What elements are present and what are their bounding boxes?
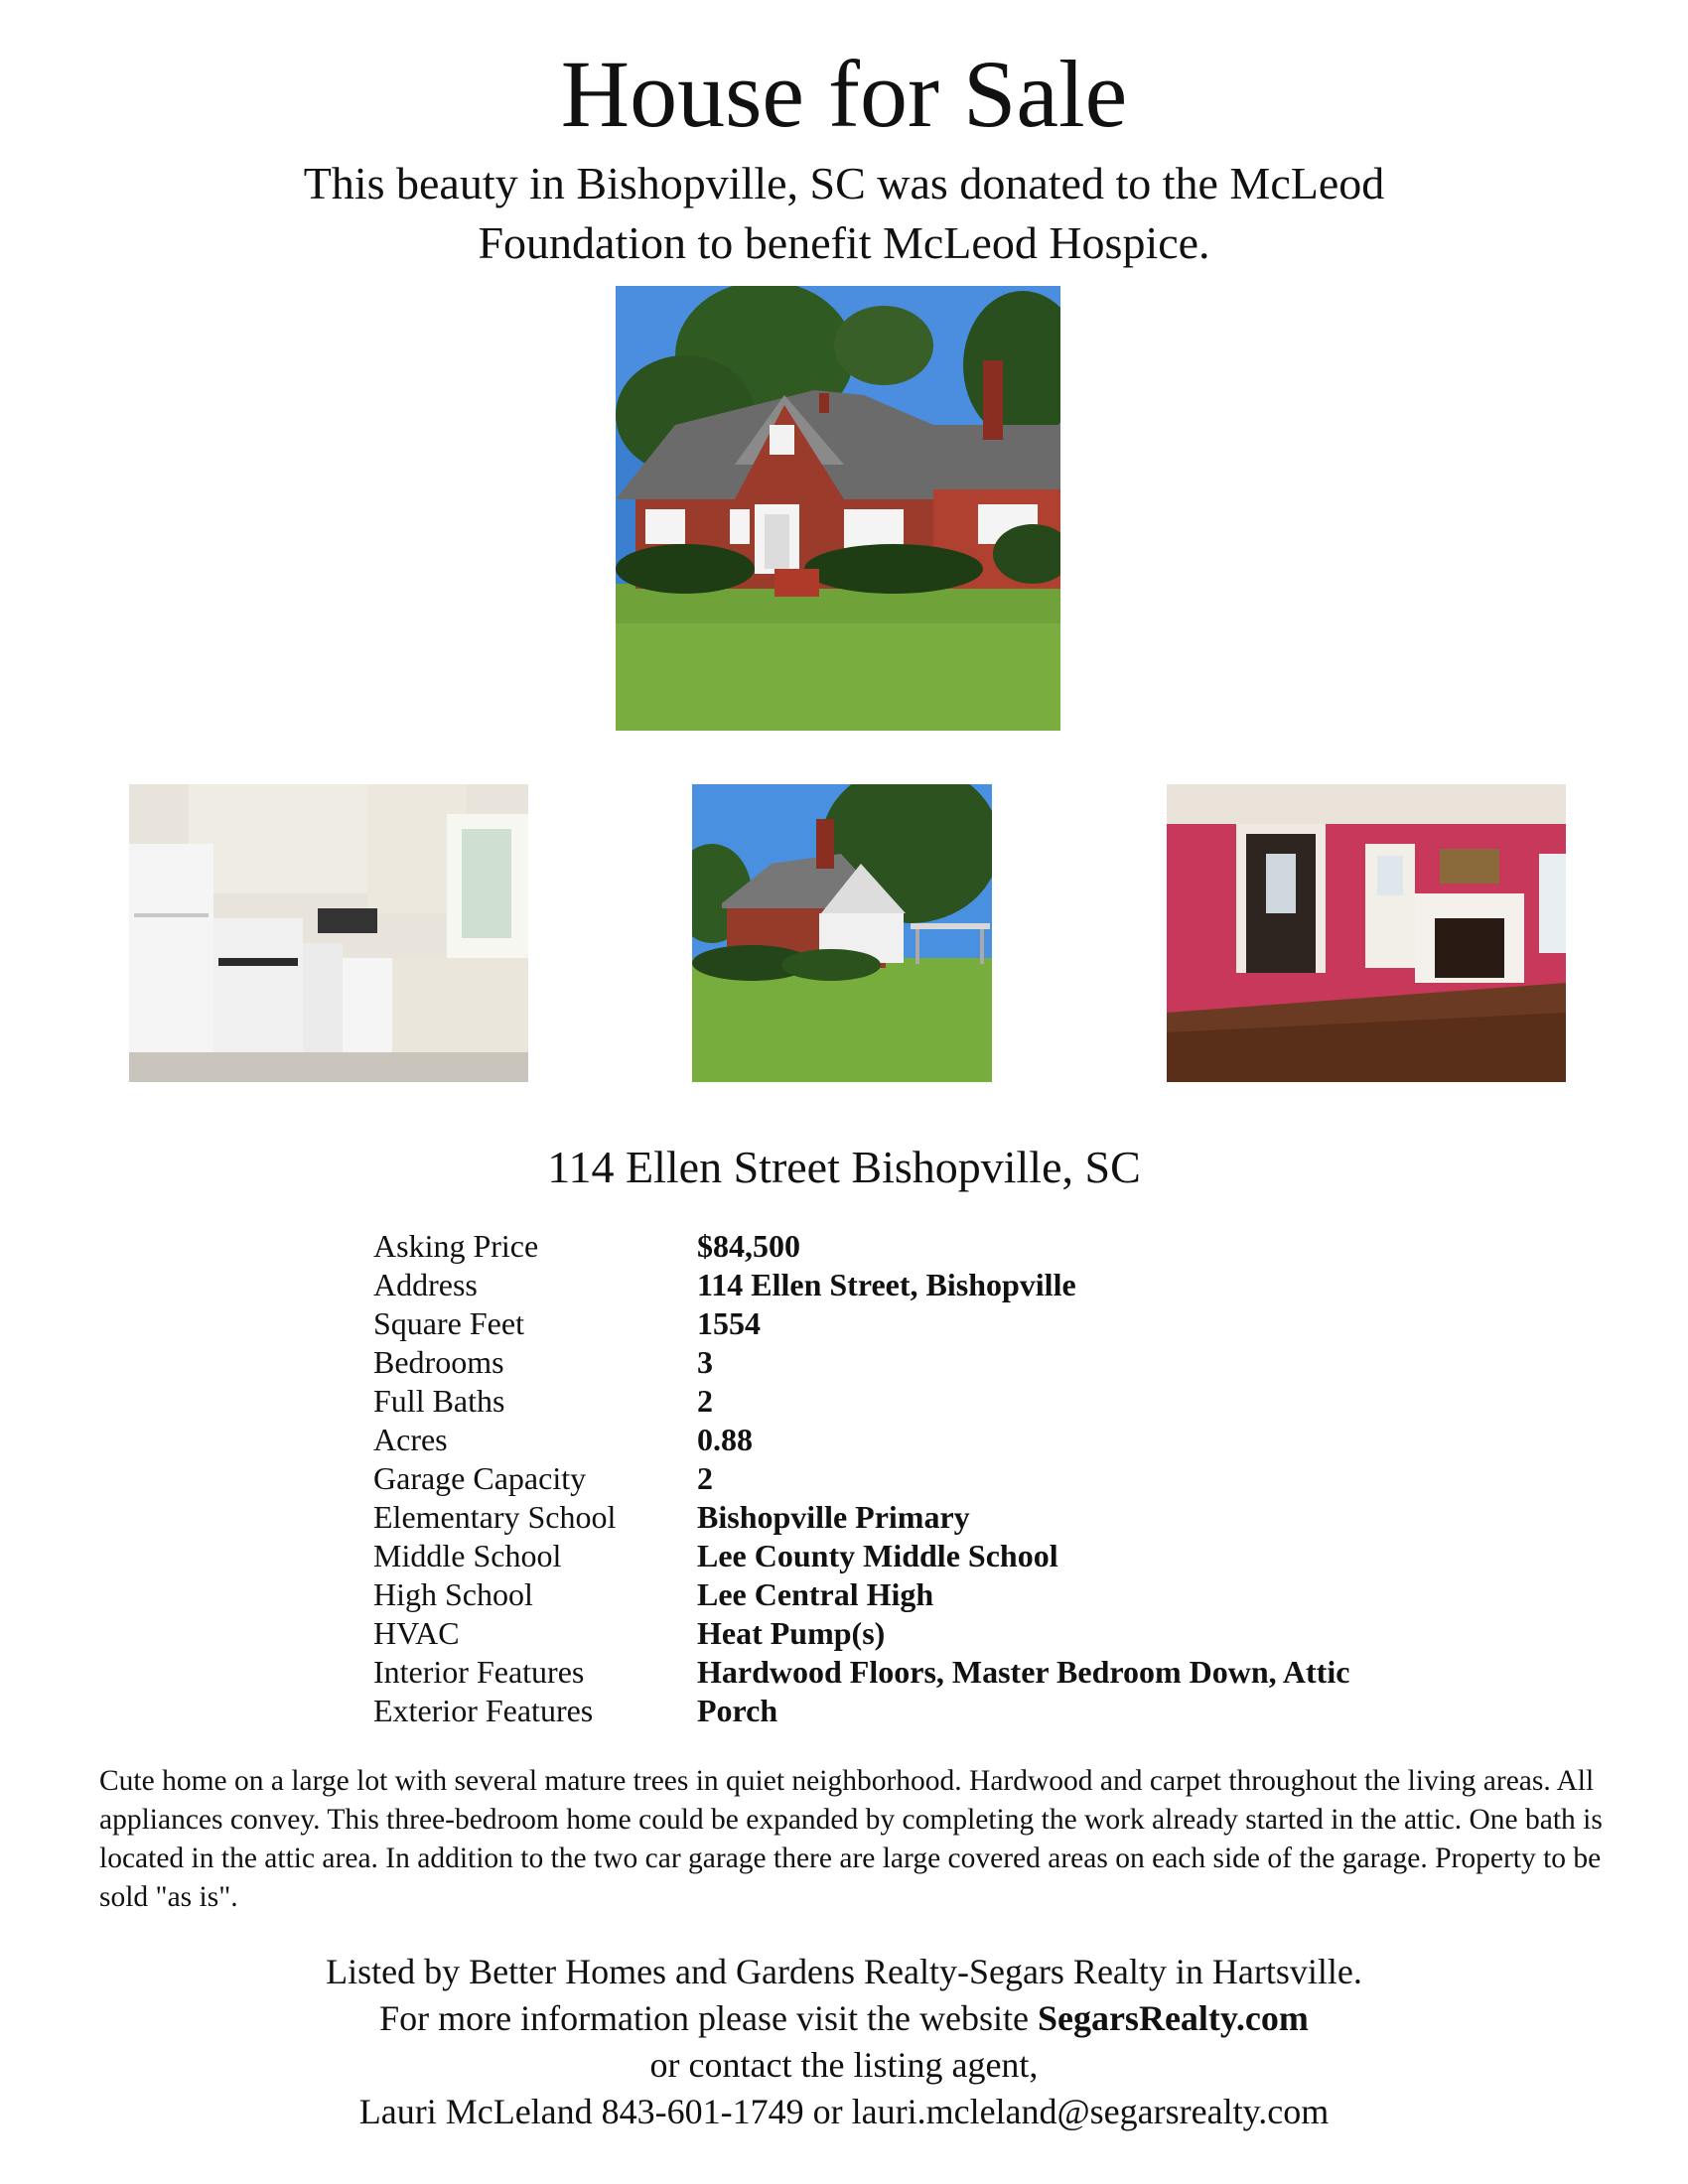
house-side-photo bbox=[692, 784, 992, 1082]
detail-label: Address bbox=[373, 1266, 478, 1302]
detail-row bbox=[373, 1265, 1349, 1303]
subtitle-line-1: This beauty in Bishopville, SC was donated to the McLeod bbox=[303, 158, 1385, 208]
detail-value: $84,500 bbox=[697, 1227, 800, 1264]
detail-label: Square Feet bbox=[373, 1304, 524, 1341]
detail-label: Elementary School bbox=[373, 1498, 617, 1535]
house-front-photo bbox=[616, 286, 1060, 731]
detail-row bbox=[373, 1536, 1349, 1574]
property-description: Cute home on a large lot with several mature trees in quiet neighborhood. Hardwood and carpet throughout the living areas. All appliances convey. This three-bedroom home could be expanded by completing the work already started in the attic. One bath is located in the attic area. In addition to the two car garage there are large covered areas on each side of the garage. Property to be sold "as is". bbox=[99, 1765, 1603, 1913]
detail-label: Interior Features bbox=[373, 1653, 585, 1690]
detail-label: Acres bbox=[373, 1421, 448, 1457]
page-title: House for Sale bbox=[560, 41, 1128, 147]
detail-value: 2 bbox=[697, 1459, 713, 1496]
detail-value: Lee County Middle School bbox=[697, 1537, 1058, 1573]
detail-row bbox=[373, 1381, 1349, 1420]
detail-row bbox=[373, 1497, 1349, 1536]
detail-label: Exterior Features bbox=[373, 1692, 594, 1728]
website-prefix: For more information please visit the website bbox=[379, 1998, 1038, 2038]
detail-value: Hardwood Floors, Master Bedroom Down, Attic bbox=[697, 1653, 1350, 1690]
kitchen-photo bbox=[129, 784, 528, 1082]
detail-row bbox=[373, 1226, 1349, 1265]
detail-value: Bishopville Primary bbox=[697, 1498, 970, 1535]
detail-row bbox=[373, 1652, 1349, 1691]
detail-value: 0.88 bbox=[697, 1421, 753, 1457]
detail-row bbox=[373, 1458, 1349, 1497]
address-heading: 114 Ellen Street Bishopville, SC bbox=[547, 1142, 1141, 1192]
website-line bbox=[0, 1995, 1688, 2042]
website-link[interactable]: SegarsRealty.com bbox=[1037, 1998, 1309, 2038]
contact-block bbox=[0, 1949, 1688, 2135]
detail-value: Porch bbox=[697, 1692, 778, 1728]
detail-value: 114 Ellen Street, Bishopville bbox=[697, 1266, 1076, 1302]
agent-contact-line[interactable]: Lauri McLeland 843-601-1749 or lauri.mcleland@segarsrealty.com bbox=[358, 2092, 1330, 2131]
detail-label: Bedrooms bbox=[373, 1343, 504, 1380]
detail-label: Full Baths bbox=[373, 1382, 505, 1419]
listed-by-line: Listed by Better Homes and Gardens Realty-Segars Realty in Hartsville. bbox=[326, 1952, 1362, 1991]
detail-row bbox=[373, 1303, 1349, 1342]
detail-value: 2 bbox=[697, 1382, 713, 1419]
living-room-photo bbox=[1167, 784, 1566, 1082]
page-subtitle bbox=[199, 154, 1489, 273]
detail-row bbox=[373, 1574, 1349, 1613]
property-details-table bbox=[373, 1226, 1349, 1729]
detail-row bbox=[373, 1691, 1349, 1729]
detail-label: HVAC bbox=[373, 1614, 460, 1651]
subtitle-line-2: Foundation to benefit McLeod Hospice. bbox=[478, 217, 1210, 268]
detail-value: 3 bbox=[697, 1343, 713, 1380]
detail-value: Heat Pump(s) bbox=[697, 1614, 886, 1651]
detail-label: High School bbox=[373, 1575, 533, 1612]
detail-label: Middle School bbox=[373, 1537, 562, 1573]
detail-label: Asking Price bbox=[373, 1227, 539, 1264]
detail-value: 1554 bbox=[697, 1304, 761, 1341]
detail-label: Garage Capacity bbox=[373, 1459, 587, 1496]
contact-agent-line: or contact the listing agent, bbox=[649, 2045, 1039, 2085]
detail-row bbox=[373, 1613, 1349, 1652]
detail-row bbox=[373, 1342, 1349, 1381]
detail-row bbox=[373, 1420, 1349, 1458]
detail-value: Lee Central High bbox=[697, 1575, 934, 1612]
